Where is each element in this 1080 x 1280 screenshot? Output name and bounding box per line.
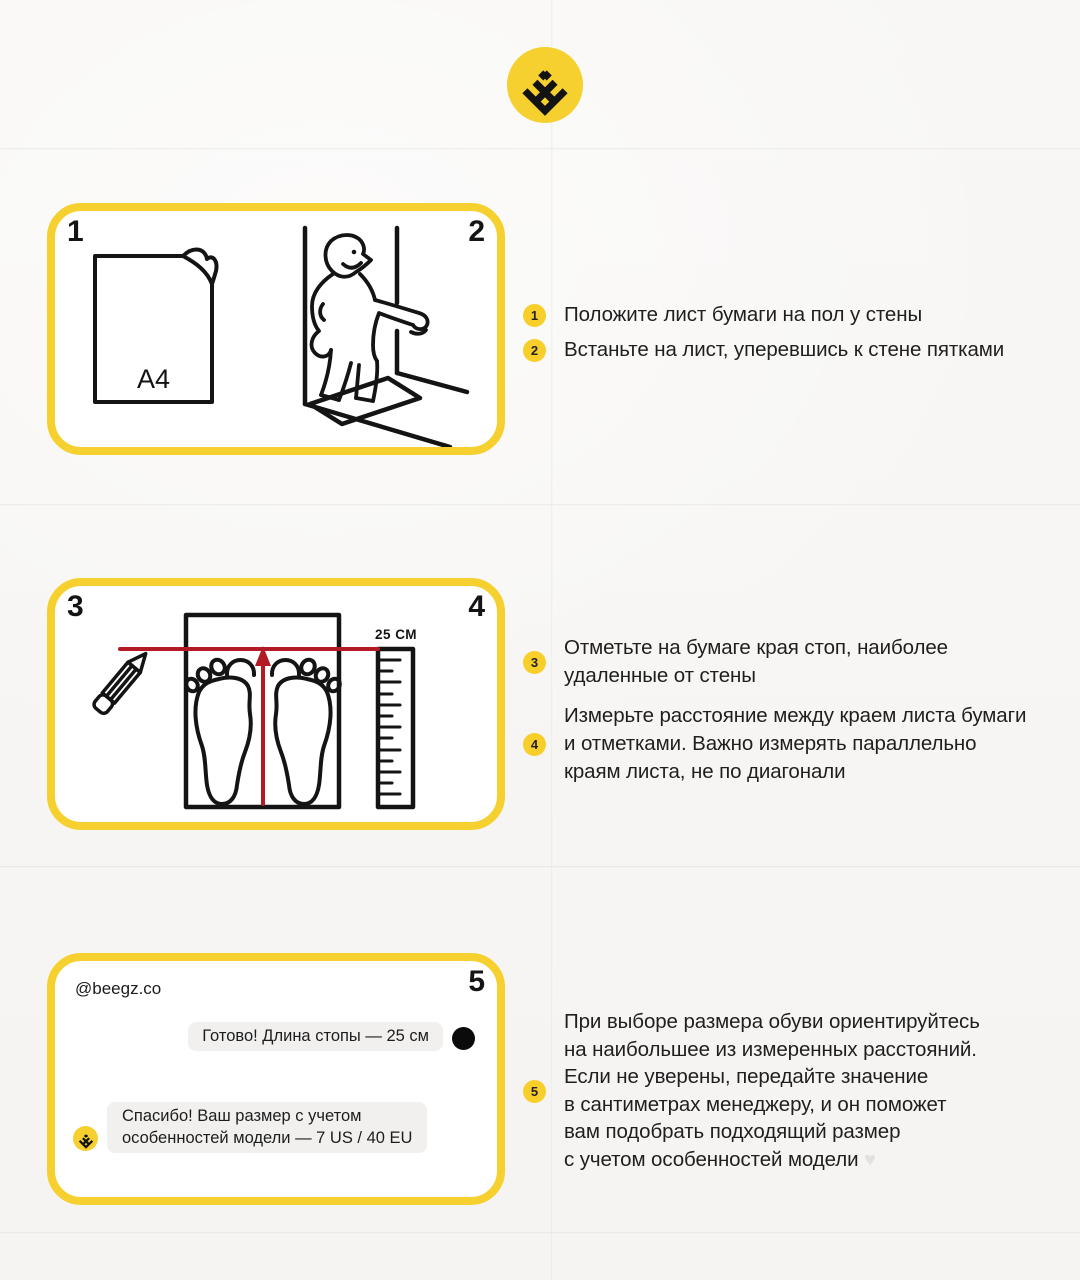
step-4-text: и отметками. Важно измерять параллельно <box>564 732 977 755</box>
beegz-glyph-icon <box>507 47 583 123</box>
paper-crease-horizontal <box>0 504 1080 507</box>
brand-avatar <box>73 1126 98 1151</box>
card1-number-right: 2 <box>468 215 485 248</box>
step-4 <box>523 702 1026 786</box>
step-4-text: краям листа, не по диагонали <box>564 760 846 783</box>
user-avatar <box>452 1027 475 1050</box>
ruler-label: 25 СМ <box>374 627 418 642</box>
message-incoming <box>107 1102 427 1153</box>
paper-crease-horizontal <box>0 148 1080 151</box>
beegz-glyph-icon <box>74 1127 98 1151</box>
brand-logo <box>507 47 583 123</box>
step-2-text: Встаньте на лист, уперевшись к стене пятками <box>564 338 1005 361</box>
message-incoming-line: Спасибо! Ваш размер с учетом <box>122 1107 362 1125</box>
step-4-badge: 4 <box>523 733 546 756</box>
message-outgoing: Готово! Длина стопы — 25 см <box>188 1022 443 1051</box>
wall-floor-illustration <box>305 228 467 447</box>
step-5 <box>523 1008 980 1174</box>
step-3-text: Отметьте на бумаге края стоп, наиболее <box>564 636 948 659</box>
card-steps-1-2 <box>47 203 505 455</box>
footprint-right <box>272 657 342 804</box>
paper-crease-horizontal <box>0 1232 1080 1235</box>
step-5-text: При выборе размера обуви ориентируйтесь <box>564 1010 980 1033</box>
step-1-text: Положите лист бумаги на пол у стены <box>564 303 923 326</box>
a4-label: A4 <box>137 364 171 394</box>
person-eye <box>352 250 357 255</box>
card3-number-right: 5 <box>468 965 485 998</box>
card-step-5-chat <box>47 953 505 1205</box>
step-2 <box>523 336 1004 364</box>
step-5-text <box>564 1146 980 1175</box>
ruler-illustration <box>375 627 417 807</box>
card2-illustration <box>55 586 497 822</box>
message-incoming-line: особенностей модели — 7 US / 40 EU <box>122 1128 413 1147</box>
step-5-text: в сантиметрах менеджеру, и он поможет <box>564 1092 947 1116</box>
card-steps-3-4 <box>47 578 505 830</box>
card2-number-left: 3 <box>67 590 84 623</box>
step-5-text-last: с учетом особенностей модели <box>564 1147 859 1171</box>
brand-handle: @beegz.co <box>75 979 162 998</box>
footprint-left <box>184 657 254 804</box>
card2-number-right: 4 <box>468 590 485 623</box>
step-3 <box>523 634 948 690</box>
step-5-text: на наибольшее из измеренных расстояний. <box>564 1037 977 1061</box>
step-4-text: Измерьте расстояние между краем листа бумаги <box>564 704 1027 727</box>
card1-number-left: 1 <box>67 215 84 248</box>
step-1 <box>523 301 922 329</box>
paper-crease-horizontal <box>0 866 1080 869</box>
step-1-badge: 1 <box>523 304 546 327</box>
a4-sheet-illustration <box>95 250 216 402</box>
step-3-badge: 3 <box>523 651 546 674</box>
step-2-badge: 2 <box>523 339 546 362</box>
step-3-text: удаленные от стены <box>564 664 756 687</box>
pencil-icon <box>92 648 152 715</box>
step-5-text: Если не уверены, передайте значение <box>564 1065 929 1088</box>
step-5-badge: 5 <box>523 1080 546 1103</box>
step-5-text: вам подобрать подходящий размер <box>564 1120 901 1143</box>
card1-illustration <box>55 211 497 447</box>
white-heart-icon: ♥ <box>864 1148 876 1171</box>
